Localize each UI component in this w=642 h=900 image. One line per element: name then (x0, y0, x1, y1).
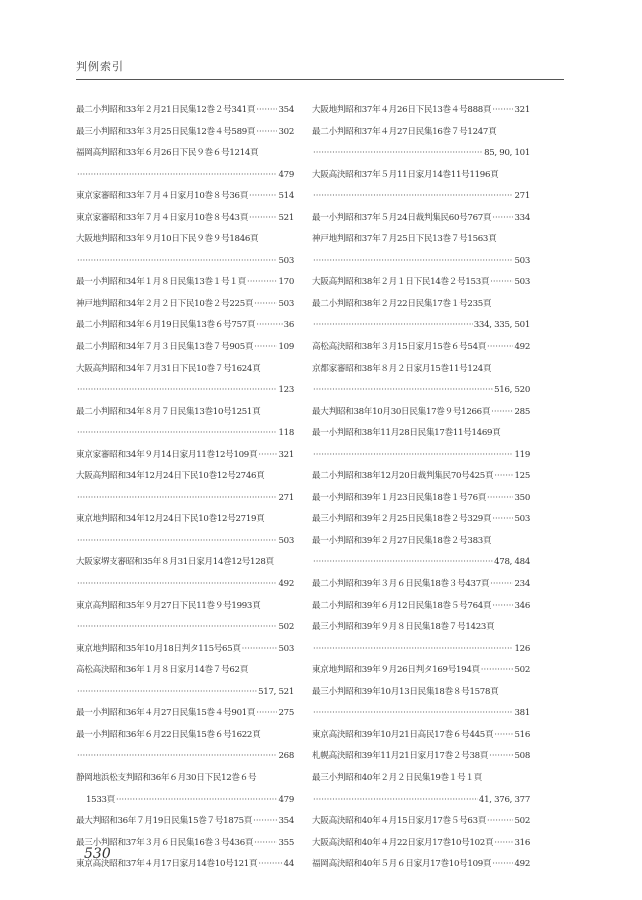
index-line (76, 617, 294, 639)
page-reference: 109 (278, 342, 294, 353)
case-citation: 高松高決昭和38年３月15日家月15巻６号54頁 (312, 342, 487, 353)
case-citation: 大阪家堺支審昭和35年８月31日家月14巻12号128頁 (76, 557, 274, 568)
case-citation: 静岡地浜松支判昭和36年６月30日下民12巻６号 (76, 772, 257, 783)
index-line (76, 703, 294, 725)
page-reference: 514 (278, 191, 294, 202)
page-reference: 508 (514, 751, 530, 762)
index-line (312, 294, 530, 316)
dot-leader (254, 337, 277, 359)
page-reference: 321 (278, 449, 294, 460)
case-citation: 最二小判昭和33年２月21日民集12巻２号341頁 (76, 105, 256, 115)
page-reference: 479 (278, 169, 294, 180)
dot-leader (77, 682, 257, 704)
page-reference: 503 (514, 255, 530, 266)
page-reference: 503 (514, 514, 530, 525)
case-citation: 東京家審昭和33年７月４日家月10巻８号36頁 (76, 191, 249, 202)
index-line (312, 660, 530, 682)
index-line (76, 660, 294, 682)
page-reference: 119 (514, 449, 530, 460)
dot-leader (77, 746, 277, 768)
page-number: 530 (84, 846, 111, 862)
dot-leader (247, 272, 278, 294)
index-line (76, 596, 294, 618)
index-line (76, 100, 294, 122)
dot-leader (254, 294, 277, 316)
case-citation: 最三小判昭和40年２月２日民集19巻１号１頁 (312, 772, 482, 783)
index-line (76, 315, 294, 337)
index-line (312, 833, 530, 855)
case-citation: 最大判昭和38年10月30日民集17巻９号1266頁 (312, 406, 491, 417)
index-line (76, 445, 294, 467)
case-citation: 最一小判昭和37年５月24日裁判集民60号767頁 (312, 212, 492, 223)
page-reference: 234 (514, 579, 530, 590)
page-reference: 302 (278, 126, 294, 137)
dot-leader (313, 251, 513, 273)
page-reference: 492 (514, 342, 530, 353)
dot-leader (77, 574, 277, 596)
dot-leader (313, 790, 478, 812)
case-citation: 最三小判昭和39年９月８日民集18巻７号1423頁 (312, 622, 495, 633)
page-reference: 316 (514, 837, 530, 848)
case-citation: 東京地判昭和39年９月26日判タ169号194頁 (312, 665, 480, 676)
index-line (312, 143, 530, 165)
dot-leader (77, 380, 277, 402)
index-line (76, 402, 294, 424)
page-reference: 170 (278, 277, 294, 288)
index-line (76, 725, 294, 747)
dot-leader (77, 423, 277, 445)
case-citation: 東京高判昭和35年９月27日下民11巻９号1993頁 (76, 600, 261, 611)
case-citation: 大阪地判昭和37年４月26日下民13巻４号888頁 (312, 105, 492, 115)
index-line (76, 574, 294, 596)
case-citation: 高松高決昭和36年１月８日家月14巻７号62頁 (76, 665, 249, 676)
case-citation: 最一小判昭和34年１月８日民集13巻１号１頁 (76, 277, 246, 288)
dot-leader (242, 639, 278, 661)
index-line (312, 337, 530, 359)
index-line (76, 488, 294, 510)
index-line (76, 186, 294, 208)
dot-leader (256, 703, 277, 725)
dot-leader (116, 790, 278, 812)
case-citation: 1533頁 (86, 794, 115, 805)
case-citation: 最一小判昭和36年４月27日民集15巻４号901頁 (76, 708, 256, 719)
page-reference: 36 (283, 320, 294, 331)
case-citation: 福岡高判昭和33年６月26日下民９巻６号1214頁 (76, 148, 259, 159)
dot-leader (77, 251, 277, 273)
dot-leader (492, 596, 513, 618)
index-line (312, 703, 530, 725)
case-citation: 最二小判昭和39年６月12日民集18巻５号764頁 (312, 600, 492, 611)
page-reference: 516, 520 (494, 385, 530, 396)
index-line (312, 811, 530, 833)
page-reference: 271 (514, 191, 530, 202)
case-citation: 最二小判昭和37年４月27日民集16巻７号1247頁 (312, 126, 497, 137)
case-citation: 最二小判昭和34年７月３日民集13巻７号905頁 (76, 342, 254, 353)
index-line (312, 682, 530, 704)
case-citation: 京都家審昭和38年８月２日家月15巻11号124頁 (312, 363, 492, 374)
index-line (312, 746, 530, 768)
case-citation: 大阪地判昭和33年９月10日下民９巻９号1846頁 (76, 234, 259, 245)
page-reference: 517, 521 (258, 686, 294, 697)
case-citation: 最三小判昭和33年３月25日民集12巻４号589頁 (76, 126, 256, 137)
index-line (312, 402, 530, 424)
index-line (76, 229, 294, 251)
index-line (76, 466, 294, 488)
case-citation: 大阪高決昭和37年５月11日家月14巻11号1196頁 (312, 169, 499, 180)
case-citation: 最一小判昭和39年１月23日民集18巻１号76頁 (312, 492, 487, 503)
page-reference: 41, 376, 377 (478, 794, 530, 805)
dot-leader (492, 854, 513, 876)
index-line (312, 790, 530, 812)
dot-leader (313, 143, 483, 165)
page-reference: 492 (514, 859, 530, 870)
case-citation: 東京高決昭和39年10月21日高民17巻６号445頁 (312, 729, 494, 740)
page-reference: 126 (514, 643, 530, 654)
case-citation: 最一小判昭和39年２月27日民集18巻２号383頁 (312, 535, 492, 546)
index-line (76, 165, 294, 187)
case-citation: 大阪高決昭和40年４月15日家月17巻５号63頁 (312, 816, 487, 827)
page-reference: 346 (514, 600, 530, 611)
index-line (312, 165, 530, 187)
dot-leader (256, 100, 277, 122)
page-reference: 355 (278, 837, 294, 848)
page-reference: 334, 335, 501 (473, 320, 530, 331)
dot-leader (258, 854, 282, 876)
page-reference: 44 (283, 859, 294, 870)
index-line (312, 854, 530, 876)
dot-leader (492, 100, 513, 122)
page-reference: 321 (514, 105, 530, 115)
dot-leader (313, 315, 473, 337)
running-header-title: 判例索引 (76, 60, 124, 73)
index-line (76, 337, 294, 359)
index-line (312, 574, 530, 596)
index-line (312, 380, 530, 402)
case-citation: 東京地判昭和34年12月24日下民10巻12号2719頁 (76, 514, 265, 525)
dot-leader (489, 746, 513, 768)
page-reference: 503 (278, 255, 294, 266)
dot-leader (249, 208, 277, 230)
case-citation: 最二小判昭和38年12月20日裁判集民70号425頁 (312, 471, 494, 482)
case-citation: 最一小判昭和36年６月22日民集15巻６号1622頁 (76, 729, 261, 740)
page-reference: 271 (278, 492, 294, 503)
index-line (312, 466, 530, 488)
dot-leader (487, 488, 513, 510)
index-line (76, 768, 294, 790)
page-reference: 503 (278, 535, 294, 546)
page-reference: 478, 484 (494, 557, 530, 568)
dot-leader (487, 337, 513, 359)
index-line (76, 639, 294, 661)
index-line (312, 445, 530, 467)
case-citation: 最三小判昭和39年２月25日民集18巻２号329頁 (312, 514, 492, 525)
index-line (312, 617, 530, 639)
page-reference: 285 (514, 406, 530, 417)
page-reference: 354 (278, 105, 294, 115)
page-reference: 502 (514, 816, 530, 827)
case-citation: 東京高決昭和37年４月17日家月14巻10号121頁 (76, 859, 258, 870)
page-reference: 521 (278, 212, 294, 223)
index-line (76, 552, 294, 574)
dot-leader (492, 509, 513, 531)
dot-leader (481, 660, 514, 682)
index-line (312, 208, 530, 230)
dot-leader (258, 445, 277, 467)
case-citation: 東京家審昭和34年９月14日家月11巻12号109頁 (76, 449, 258, 460)
dot-leader (77, 165, 277, 187)
case-citation: 大阪高判昭和34年７月31日下民10巻７号1624頁 (76, 363, 261, 374)
index-line (312, 272, 530, 294)
dot-leader (77, 488, 277, 510)
page-reference: 492 (278, 579, 294, 590)
index-line (76, 122, 294, 144)
case-citation: 最二小判昭和39年３月６日民集18巻３号437頁 (312, 579, 490, 590)
index-line (312, 531, 530, 553)
index-line (76, 811, 294, 833)
page-reference: 516 (514, 729, 530, 740)
index-line (312, 229, 530, 251)
page-reference: 350 (514, 492, 530, 503)
case-citation: 東京地判昭和35年10月18日判タ115号65頁 (76, 643, 241, 654)
dot-leader (494, 833, 513, 855)
dot-leader (77, 617, 277, 639)
page-reference: 503 (514, 277, 530, 288)
dot-leader (77, 531, 277, 553)
page-reference: 85, 90, 101 (484, 148, 530, 159)
index-line (312, 509, 530, 531)
case-citation: 神戸地判昭和34年２月２日下民10巻２号225頁 (76, 298, 254, 309)
index-line (312, 725, 530, 747)
right-column (312, 100, 530, 876)
index-line (312, 186, 530, 208)
header-rule (76, 79, 564, 80)
dot-leader (249, 186, 277, 208)
dot-leader (256, 315, 282, 337)
page-reference: 503 (278, 298, 294, 309)
case-citation: 福岡高決昭和40年５月６日家月17巻10号109頁 (312, 859, 492, 870)
page-reference: 479 (278, 794, 294, 805)
index-line (76, 359, 294, 381)
page-reference: 381 (514, 708, 530, 719)
dot-leader (313, 380, 493, 402)
index-line (312, 768, 530, 790)
index-line (312, 423, 530, 445)
dot-leader (492, 208, 513, 230)
index-line (312, 251, 530, 273)
case-citation: 最二小判昭和38年２月22日民集17巻１号235頁 (312, 298, 492, 309)
index-line (76, 294, 294, 316)
dot-leader (490, 272, 513, 294)
index-line (76, 531, 294, 553)
dot-leader (313, 445, 513, 467)
case-citation: 最大判昭和36年７月19日民集15巻７号1875頁 (76, 816, 253, 827)
page-reference: 118 (278, 428, 294, 439)
case-citation: 最二小判昭和34年６月19日民集13巻６号757頁 (76, 320, 256, 331)
dot-leader (313, 552, 493, 574)
index-line (76, 423, 294, 445)
index-line (76, 251, 294, 273)
dot-leader (313, 703, 513, 725)
index-line (312, 552, 530, 574)
index-line (76, 746, 294, 768)
case-citation: 大阪高判昭和34年12月24日下民10巻12号2746頁 (76, 471, 265, 482)
page-reference: 125 (514, 471, 530, 482)
page-reference: 334 (514, 212, 530, 223)
dot-leader (256, 122, 277, 144)
case-citation: 最三小判昭和37年３月６日民集16巻３号436頁 (76, 837, 254, 848)
page-reference: 123 (278, 385, 294, 396)
index-line (76, 380, 294, 402)
index-line (312, 639, 530, 661)
dot-leader (487, 811, 513, 833)
index-line (312, 100, 530, 122)
case-citation: 大阪高判昭和38年２月１日下民14巻２号153頁 (312, 277, 490, 288)
index-line (76, 790, 294, 812)
page-reference: 502 (278, 622, 294, 633)
dot-leader (490, 574, 513, 596)
index-line (312, 315, 530, 337)
case-citation: 最三小判昭和39年10月13日民集18巻８号1578頁 (312, 686, 499, 697)
case-citation: 東京家審昭和33年７月４日家月10巻８号43頁 (76, 212, 249, 223)
dot-leader (254, 833, 277, 855)
page-reference: 275 (278, 708, 294, 719)
dot-leader (253, 811, 277, 833)
case-citation: 札幌高決昭和39年11月21日家月17巻２号38頁 (312, 751, 489, 762)
dot-leader (494, 466, 513, 488)
index-line (312, 359, 530, 381)
index-line (312, 596, 530, 618)
index-line (312, 488, 530, 510)
index-line (76, 143, 294, 165)
dot-leader (313, 186, 513, 208)
index-line (76, 682, 294, 704)
page-reference: 268 (278, 751, 294, 762)
index-line (76, 272, 294, 294)
case-citation: 神戸地判昭和37年７月25日下民13巻７号1563頁 (312, 234, 497, 245)
page-reference: 502 (514, 665, 530, 676)
page-reference: 354 (278, 816, 294, 827)
dot-leader (313, 639, 513, 661)
index-line (76, 208, 294, 230)
left-column (76, 100, 294, 876)
index-line (76, 509, 294, 531)
dot-leader (494, 725, 513, 747)
page-reference: 503 (278, 643, 294, 654)
index-line (312, 122, 530, 144)
case-citation: 最二小判昭和34年８月７日民集13巻10号1251頁 (76, 406, 261, 417)
case-citation: 最一小判昭和38年11月28日民集17巻11号1469頁 (312, 428, 501, 439)
dot-leader (491, 402, 513, 424)
case-citation: 大阪高決昭和40年４月22日家月17巻10号102頁 (312, 837, 494, 848)
